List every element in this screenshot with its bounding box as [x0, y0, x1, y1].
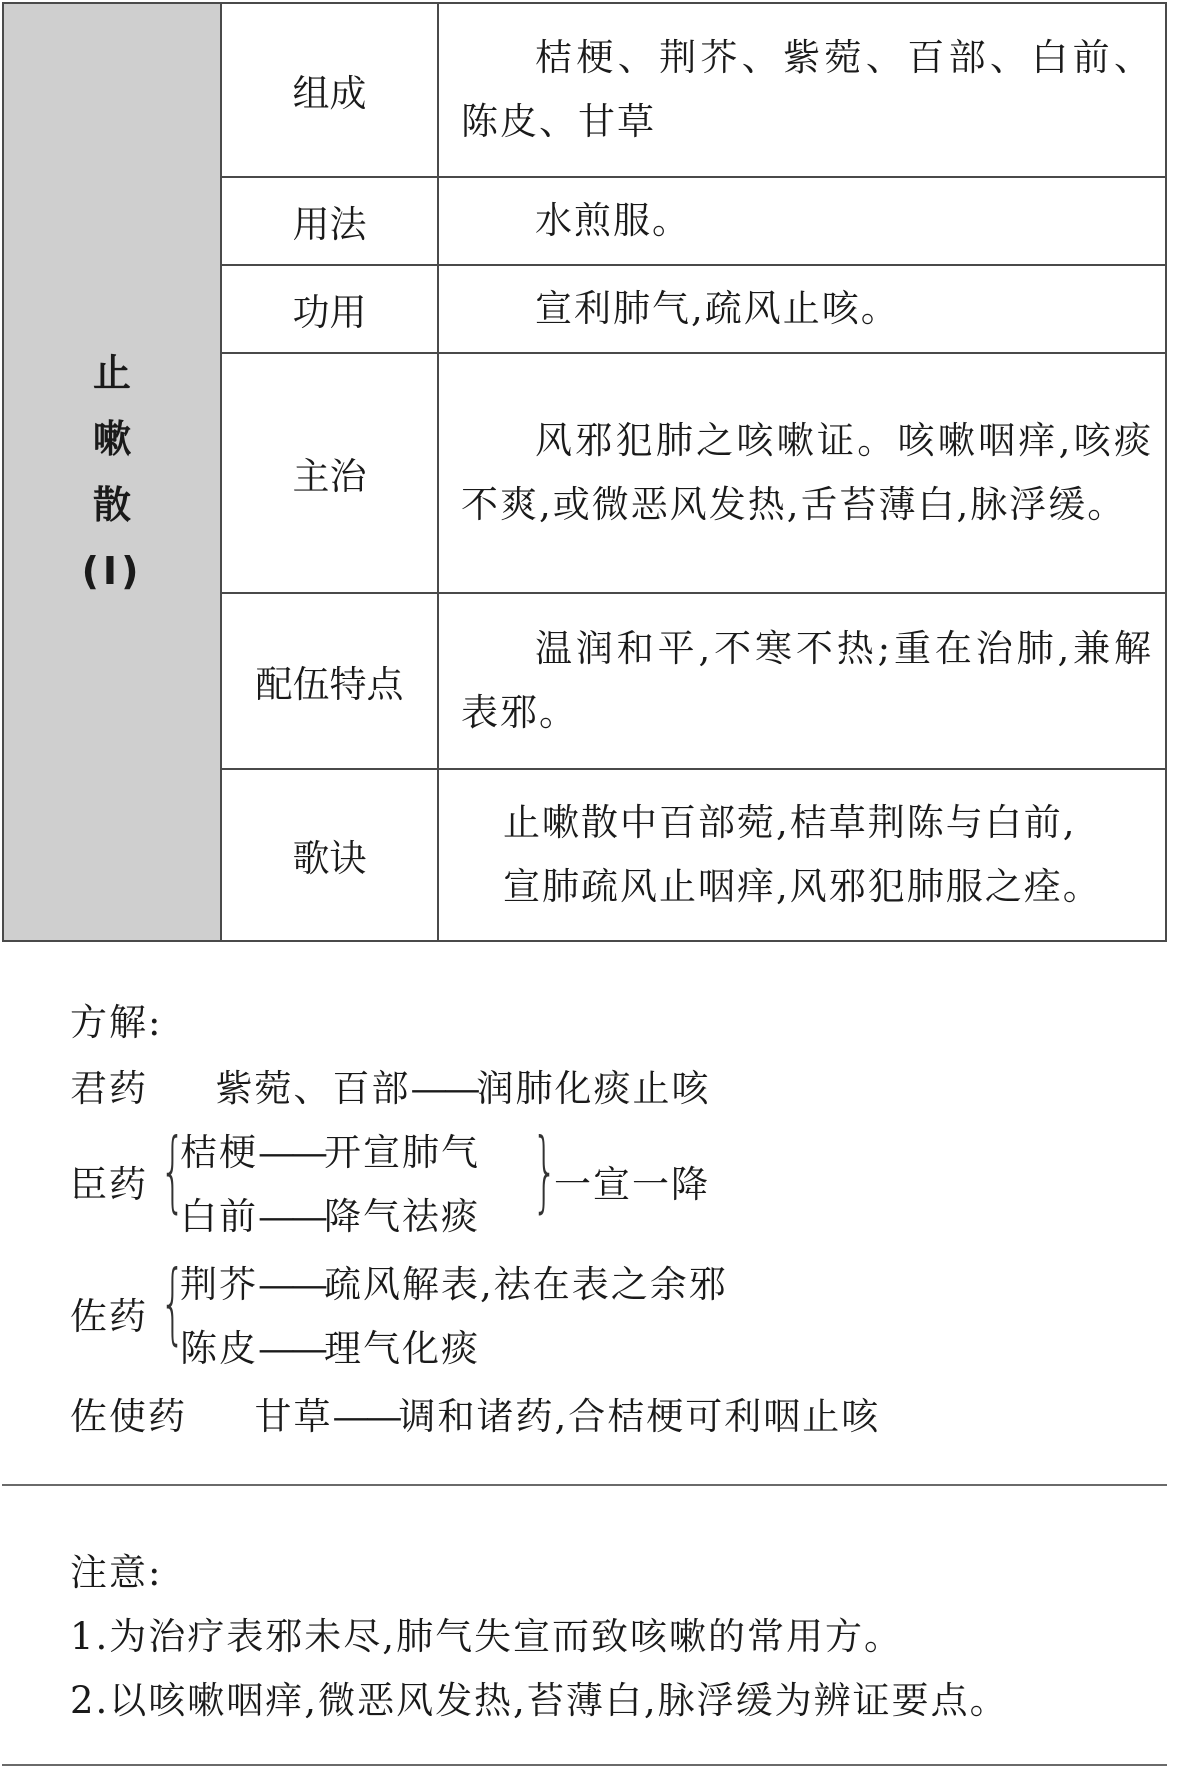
verse-line: 宣肺疏风止咽痒,风邪犯肺服之痊。 — [503, 865, 1102, 908]
right-brace-icon: } — [532, 1122, 560, 1224]
jun-role: 君药 — [70, 1067, 148, 1110]
verse-line: 止嗽散中百部菀,桔草荆陈与白前, — [503, 801, 1077, 844]
chen-item-1: 桔梗——开宣肺气 — [180, 1131, 480, 1174]
chen-item-2: 白前——降气祛痰 — [180, 1195, 480, 1238]
content-features: 温润和平,不寒不热;重在治肺,兼解表邪。 — [438, 593, 1166, 769]
dash: —— — [410, 1067, 477, 1110]
zuoshi-herbs: 甘草 — [254, 1395, 333, 1438]
note-item: 2.以咳嗽咽痒,微恶风发热,苔薄白,脉浮缓为辨证要点。 — [70, 1679, 1009, 1722]
dash: —— — [332, 1395, 399, 1438]
formula-name-char: 嗽 — [92, 417, 131, 461]
analysis-title: 方解: — [70, 1001, 163, 1044]
content-composition: 桔梗、荆芥、紫菀、百部、白前、陈皮、甘草 — [438, 3, 1166, 177]
left-brace-icon: { — [160, 1254, 188, 1356]
label-composition: 组成 — [221, 3, 438, 177]
chen-role: 臣药 — [70, 1163, 148, 1206]
label-features: 配伍特点 — [221, 593, 438, 769]
chen-summary: 一宣一降 — [554, 1163, 710, 1206]
zuoshi-effect: 调和诸药,合桔梗可利咽止咳 — [398, 1395, 881, 1438]
notes-title: 注意: — [70, 1551, 163, 1594]
label-usage: 用法 — [221, 177, 438, 265]
content-usage: 水煎服。 — [438, 177, 1166, 265]
note-item: 1.为治疗表邪未尽,肺气失宣而致咳嗽的常用方。 — [70, 1615, 904, 1658]
formula-name-char: 散 — [92, 483, 131, 527]
label-verse: 歌诀 — [221, 769, 438, 941]
content-indication: 风邪犯肺之咳嗽证。咳嗽咽痒,咳痰不爽,或微恶风发热,舌苔薄白,脉浮缓。 — [438, 353, 1166, 593]
formula-name-suffix: (Ⅰ) — [81, 549, 143, 593]
zuo-role: 佐药 — [70, 1295, 148, 1338]
label-function: 功用 — [221, 265, 438, 353]
jun-effect: 润肺化痰止咳 — [476, 1067, 711, 1110]
notes-section — [70, 0, 1170, 1740]
formula-name-char: 止 — [92, 351, 131, 395]
divider — [2, 1764, 1167, 1766]
zuoshi-role: 佐使药 — [70, 1395, 187, 1438]
content-function: 宣利肺气,疏风止咳。 — [438, 265, 1166, 353]
label-indication: 主治 — [221, 353, 438, 593]
zuo-item-2: 陈皮——理气化痰 — [180, 1327, 480, 1370]
left-brace-icon: { — [160, 1122, 188, 1224]
zuo-item-1: 荆芥——疏风解表,祛在表之余邪 — [180, 1263, 728, 1306]
jun-herbs: 紫菀、百部 — [215, 1067, 411, 1110]
